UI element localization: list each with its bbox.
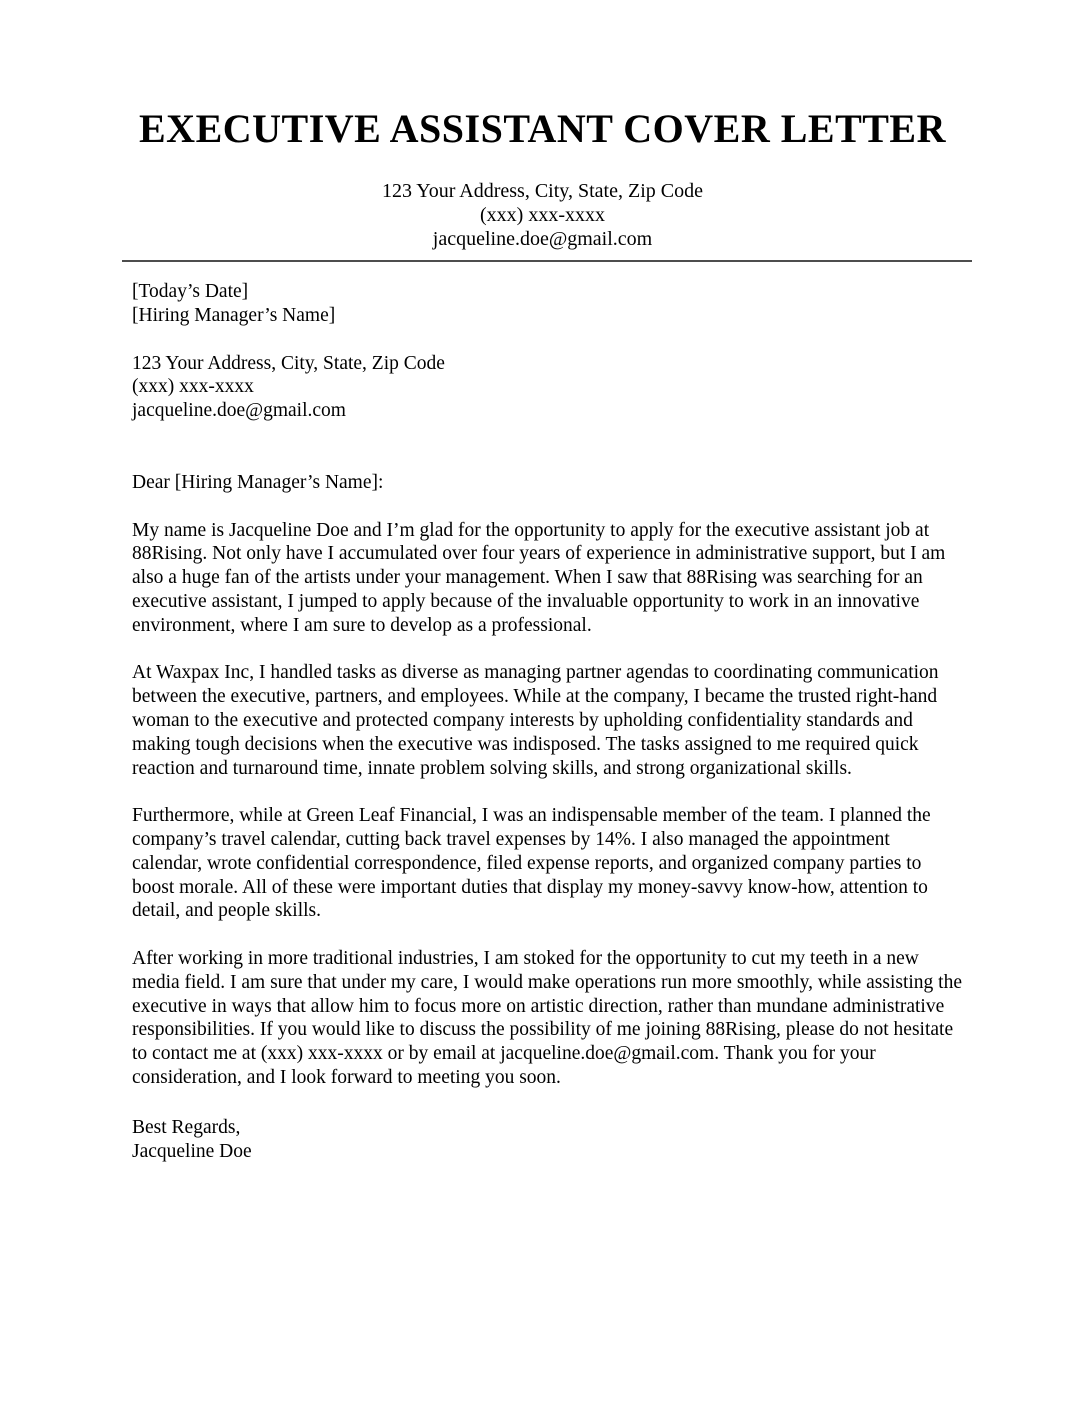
recipient-address: 123 Your Address, City, State, Zip Code [132,352,445,374]
body-paragraph-4: After working in more traditional industries, I am stoked for the opportunity to cut my teeth in a new media field. I am sure that under my care, I would make operations run more smoothly, while assisting the executive in ways that allow him to focus more on artistic direction, rather than mundane administrative responsibilities. If you would like to discuss the possibility of me joining 88Rising, please do not hesitate to contact me at (xxx) xxx-xxxx or by email at jacqueline.doe@gmail.com. Thank you for your consideration, and I look forward to meeting you soon. [132,947,962,1088]
letter-body [132,280,964,1163]
header-divider [122,260,972,262]
recipient-contact-block [132,352,964,423]
salutation: Dear [Hiring Manager’s Name]: [132,471,384,493]
document-header [0,104,1085,251]
sender-email: jacqueline.doe@gmail.com [432,228,653,250]
recipient-phone: (xxx) xxx-xxxx [132,376,254,398]
body-paragraph-3: Furthermore, while at Green Leaf Financial, I was an indispensable member of the team. I planned the company’s travel calendar, cutting back travel expenses by 14%. I also managed the appointment calendar, wrote confidential correspondence, filed expense reports, and organized company parties to boost morale. All of these were important duties that display my money-savvy know-how, attention to detail, and people skills. [132,805,931,922]
letter-meta-block [132,280,964,328]
date-placeholder: [Today’s Date] [132,281,249,302]
closing-block [132,1116,964,1164]
hiring-manager-placeholder: [Hiring Manager’s Name] [132,304,336,326]
sender-address: 123 Your Address, City, State, Zip Code [382,180,703,202]
sender-contact-block [0,179,1085,251]
sign-off: Best Regards, [132,1116,241,1138]
page-title: EXECUTIVE ASSISTANT COVER LETTER [139,106,946,151]
body-paragraph-2: At Waxpax Inc, I handled tasks as diverse as managing partner agendas to coordinating communication between the executive, partners, and employees. While at the company, I became the trusted right-hand woman to the executive and protected company interests by upholding confidentiality standards and making tough decisions when the executive was indisposed. The tasks assigned to me required quick reaction and turnaround time, innate problem solving skills, and strong organizational skills. [132,662,939,779]
body-paragraph-1: My name is Jacqueline Doe and I’m glad for the opportunity to apply for the executive assistant job at 88Rising. Not only have I accumulated over four years of experience in administrative support, but I am also a huge fan of the artists under your management. When I saw that 88Rising was searching for an executive assistant, I jumped to apply because of the invaluable opportunity to work in an innovative environment, where I am sure to develop as a professional. [132,519,946,636]
signature-name: Jacqueline Doe [132,1140,252,1162]
recipient-email: jacqueline.doe@gmail.com [132,400,346,422]
sender-phone: (xxx) xxx-xxxx [480,204,605,226]
